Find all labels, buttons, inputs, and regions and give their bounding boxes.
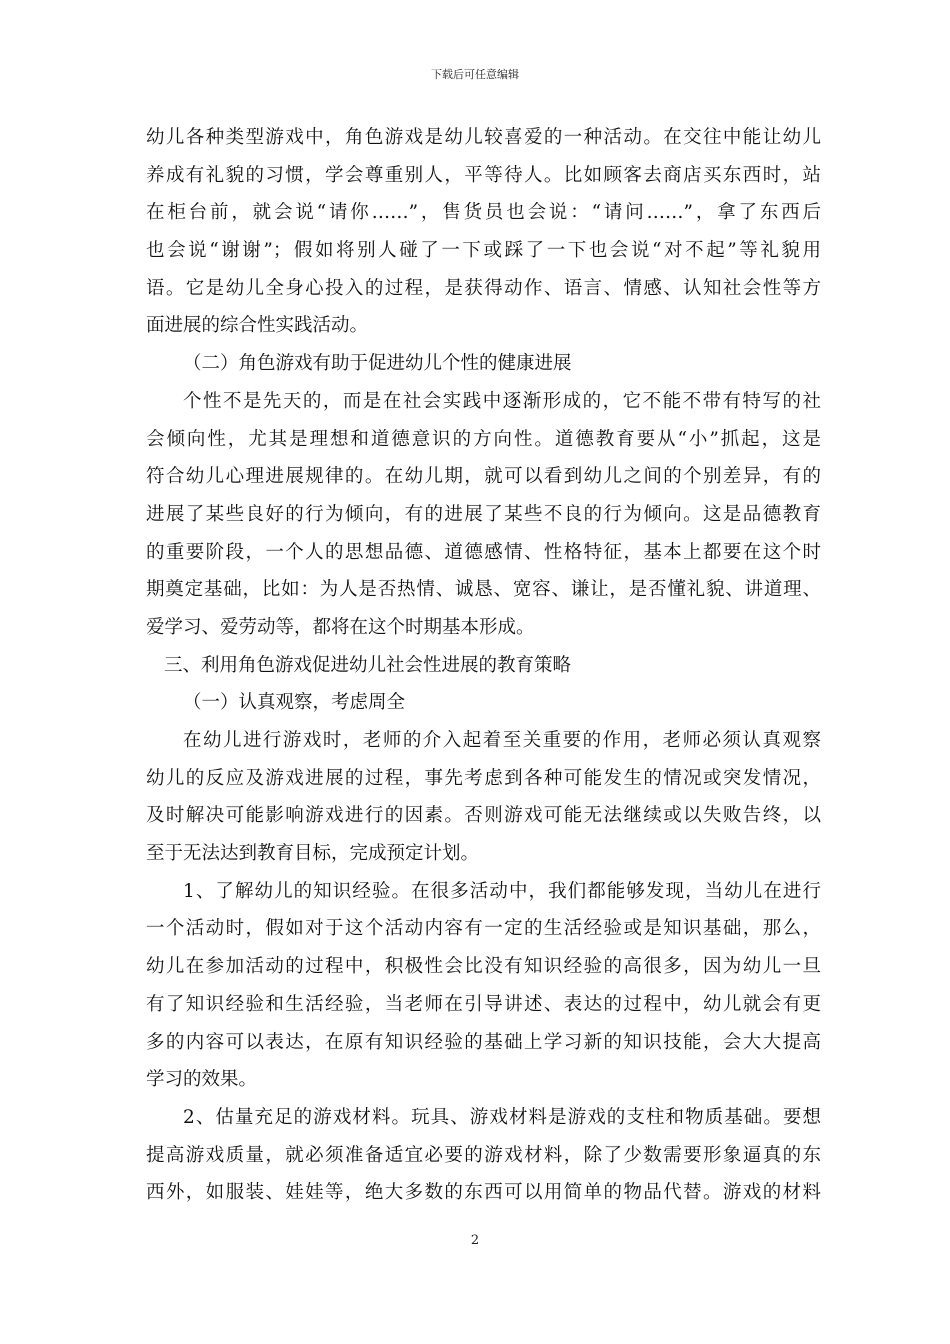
text-line: 幼儿在参加活动的过程中，积极性会比没有知识经验的高很多，因为幼儿一旦 (146, 956, 821, 978)
text-line: 至于无法达到教育目标，完成预定计划。 (146, 843, 480, 865)
section-heading: 三、利用角色游戏促进幼儿社会性进展的教育策略 (164, 654, 572, 676)
text-line: 1、了解幼儿的知识经验。在很多活动中，我们都能够发现，当幼儿在进行 (183, 880, 821, 902)
text-line: 也会说“谢谢”；假如将别人碰了一下或踩了一下也会说“对不起”等礼貌用 (146, 240, 821, 262)
section-heading: （二）角色游戏有助于促进幼儿个性的健康进展 (183, 353, 572, 375)
text-line: 符合幼儿心理进展规律的。在幼儿期，就可以看到幼儿之间的个别差异，有的 (146, 466, 821, 488)
text-line: 会倾向性，尤其是理想和道德意识的方向性。道德教育要从“小”抓起，这是 (146, 428, 821, 450)
text-line: 及时解决可能影响游戏进行的因素。否则游戏可能无法继续或以失败告终，以 (146, 805, 821, 827)
text-line: 的重要阶段，一个人的思想品德、道德感情、性格特征，基本上都要在这个时 (146, 541, 821, 563)
text-line: 养成有礼貌的习惯，学会尊重别人，平等待人。比如顾客去商店买东西时，站 (146, 164, 821, 186)
section-heading: （一）认真观察，考虑周全 (183, 692, 406, 714)
text-line: 在柜台前，就会说“请你……”，售货员也会说：“请问……”，拿了东西后 (146, 202, 821, 224)
text-line: 面进展的综合性实践活动。 (146, 315, 369, 337)
text-line: 一个活动时，假如对于这个活动内容有一定的生活经验或是知识基础，那么， (146, 918, 821, 940)
text-line: 在幼儿进行游戏时，老师的介入起着至关重要的作用，老师必须认真观察 (183, 730, 821, 751)
text-line: 西外，如服装、娃娃等，绝大多数的东西可以用简单的物品代替。游戏的材料 (146, 1182, 821, 1204)
text-line: 幼儿的反应及游戏进展的过程，事先考虑到各种可能发生的情况或突发情况， (146, 767, 821, 789)
page-header: 下载后可任意编辑 (431, 68, 519, 81)
text-line: 幼儿各种类型游戏中，角色游戏是幼儿较喜爱的一种活动。在交往中能让幼儿 (146, 127, 821, 148)
text-line: 2、估量充足的游戏材料。玩具、游戏材料是游戏的支柱和物质基础。要想 (183, 1106, 821, 1128)
text-line: 期奠定基础，比如：为人是否热情、诚恳、宽容、谦让，是否懂礼貌、讲道理、 (146, 579, 821, 601)
text-line: 提高游戏质量，就必须准备适宜必要的游戏材料，除了少数需要形象逼真的东 (146, 1144, 821, 1166)
text-line: 语。它是幼儿全身心投入的过程，是获得动作、语言、情感、认知社会性等方 (146, 277, 821, 299)
text-line: 个性不是先天的，而是在社会实践中逐渐形成的，它不能不带有特写的社 (183, 390, 821, 412)
body-text (146, 119, 821, 1212)
text-line: 多的内容可以表达，在原有知识经验的基础上学习新的知识技能，会大大提高 (146, 1031, 821, 1053)
text-line: 进展了某些良好的行为倾向，有的进展了某些不良的行为倾向。这是品德教育 (146, 503, 821, 525)
page-number: 2 (470, 1233, 480, 1248)
text-line: 学习的效果。 (146, 1069, 258, 1091)
text-line: 有了知识经验和生活经验，当老师在引导讲述、表达的过程中，幼儿就会有更 (146, 993, 821, 1015)
text-line: 爱学习、爱劳动等，都将在这个时期基本形成。 (146, 616, 535, 638)
